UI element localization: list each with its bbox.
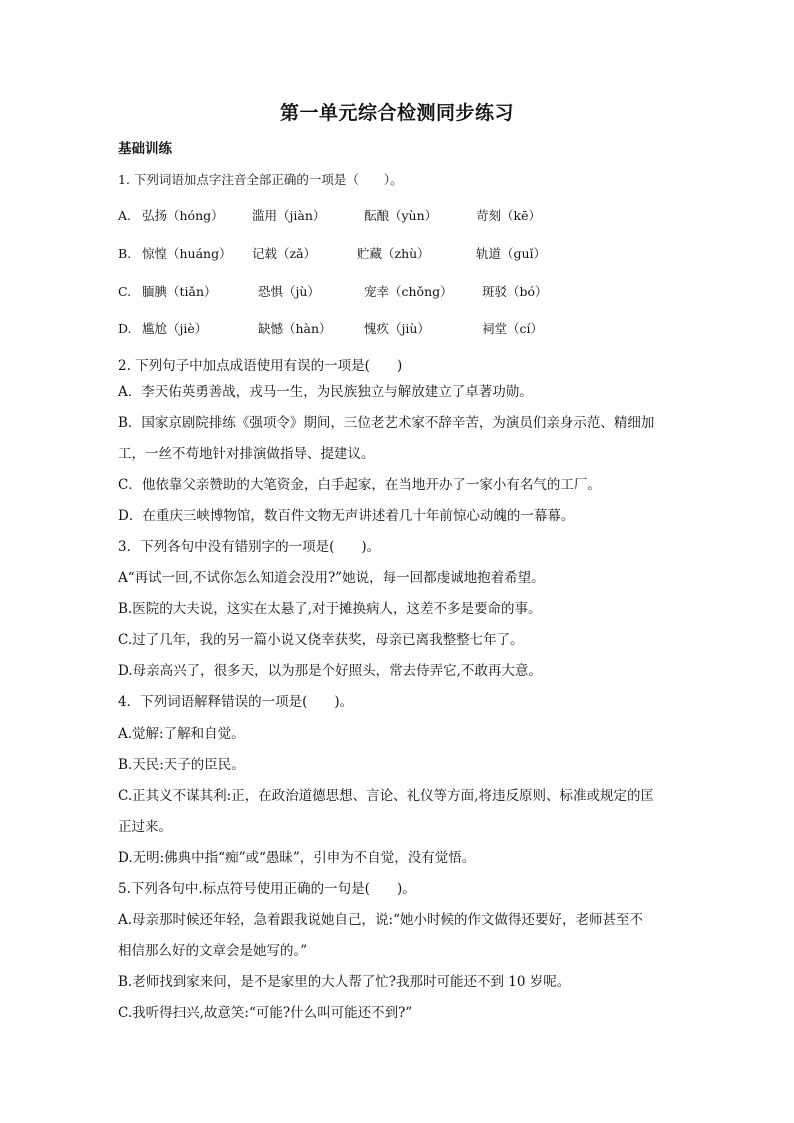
option-label: D.: [118, 321, 132, 336]
option-item: 记载（zǎ）: [252, 246, 317, 261]
option-item: 苛刻（kē）: [476, 208, 541, 223]
question-4-option-a: A.觉解:了解和自觉。: [118, 726, 245, 742]
question-3-option-a: A“再试一回,不试你怎么知道会没用?”她说，每一回都虔诚地抱着希望。: [118, 570, 545, 586]
option-item: 惊惶（huáng）: [142, 246, 232, 261]
question-3-option-c: C.过了几年，我的另一篇小说又侥幸获奖，母亲已离我整整七年了。: [118, 632, 524, 648]
option-item: 腼腆（tiǎn）: [142, 284, 217, 299]
question-3-option-b: B.医院的大夫说，这实在太悬了,对于摊换病人，这差不多是要命的事。: [118, 601, 542, 617]
option-item: 愧疚（jiù）: [364, 321, 430, 336]
page-title: 第一单元综合检测同步练习: [279, 102, 514, 124]
option-item: 尴尬（jiè）: [142, 321, 208, 336]
question-4-option-b: B.天民:天子的臣民。: [118, 757, 245, 773]
option-label: C.: [118, 284, 132, 299]
question-3-option-d: D.母亲高兴了，很多天，以为那是个好照头，常去侍弄它,不敢再大意。: [118, 663, 542, 679]
question-2-option-d: D．在重庆三峡博物馆，数百件文物无声讲述着几十年前惊心动魄的一幕幕。: [118, 508, 575, 524]
option-item: 斑驳（bó）: [482, 284, 548, 299]
question-2-option-c: C．他依靠父亲赞助的大笔资金，白手起家，在当地开办了一家小有名气的工厂。: [118, 477, 601, 493]
question-5-option-a-line-1: A.母亲那时候还年轻，急着跟我说她自己，说:“她小时候的作文做得还要好，老师甚至不: [118, 912, 643, 928]
option-item: 贮藏（zhù）: [357, 246, 430, 261]
question-4-option-c-line-1: C.正其义不谋其利:正，在政治道德思想、言论、礼仪等方面,将违反原则、标准或规定的匡: [118, 788, 654, 804]
question-2-stem: 2. 下列句子中加点成语使用有误的一项是( ): [118, 358, 403, 374]
question-5-option-c: C.我听得扫兴,故意笑:“可能?什么叫可能还不到?”: [118, 1005, 413, 1021]
question-2-option-b-line-2: 工，一丝不苟地针对排演做指导、提建议。: [118, 446, 375, 462]
question-5-option-a-line-2: 相信那么好的文章会是她写的。”: [118, 943, 308, 959]
question-1-stem: 1. 下列词语加点字注音全部正确的一项是（ ）。: [118, 172, 403, 187]
option-item: 恐惧（jù）: [258, 284, 320, 299]
question-5-option-b: B.老师找到家来问，是不是家里的大人帮了忙?我那时可能还不到 10 岁呢。: [118, 974, 571, 990]
question-2-option-b-line-1: B．国家京剧院排练《强项令》期间，三位老艺术家不辞辛苦，为演员们亲身示范、精细加: [118, 415, 655, 431]
option-label: B.: [118, 246, 132, 261]
question-3-stem: 3．下列各句中没有错别字的一项是( )。: [118, 539, 381, 555]
question-4-option-c-line-2: 正过来。: [118, 819, 172, 835]
option-item: 滥用（jiàn）: [252, 208, 326, 223]
option-item: 宠幸（chǒng）: [364, 284, 453, 299]
option-item: 弘扬（hóng）: [142, 208, 224, 223]
option-item: 轨道（ɡuǐ）: [476, 246, 547, 261]
option-item: 酝酿（yùn）: [364, 208, 438, 223]
question-2-option-a: A．李天佑英勇善战，戎马一生，为民族独立与解放建立了卓著功勋。: [118, 384, 533, 400]
section-heading: 基础训练: [118, 141, 172, 157]
question-4-stem: 4．下列词语解释错误的一项是( )。: [118, 694, 354, 710]
option-item: 祠堂（cí）: [482, 321, 543, 336]
question-5-stem: 5.下列各句中.标点符号使用正确的一句是( )。: [118, 881, 416, 897]
option-item: 缺憾（hàn）: [258, 321, 332, 336]
option-label: A.: [118, 208, 132, 223]
question-4-option-d: D.无明:佛典中指“痴”或“愚昧”，引申为不自觉，没有觉悟。: [118, 850, 476, 866]
